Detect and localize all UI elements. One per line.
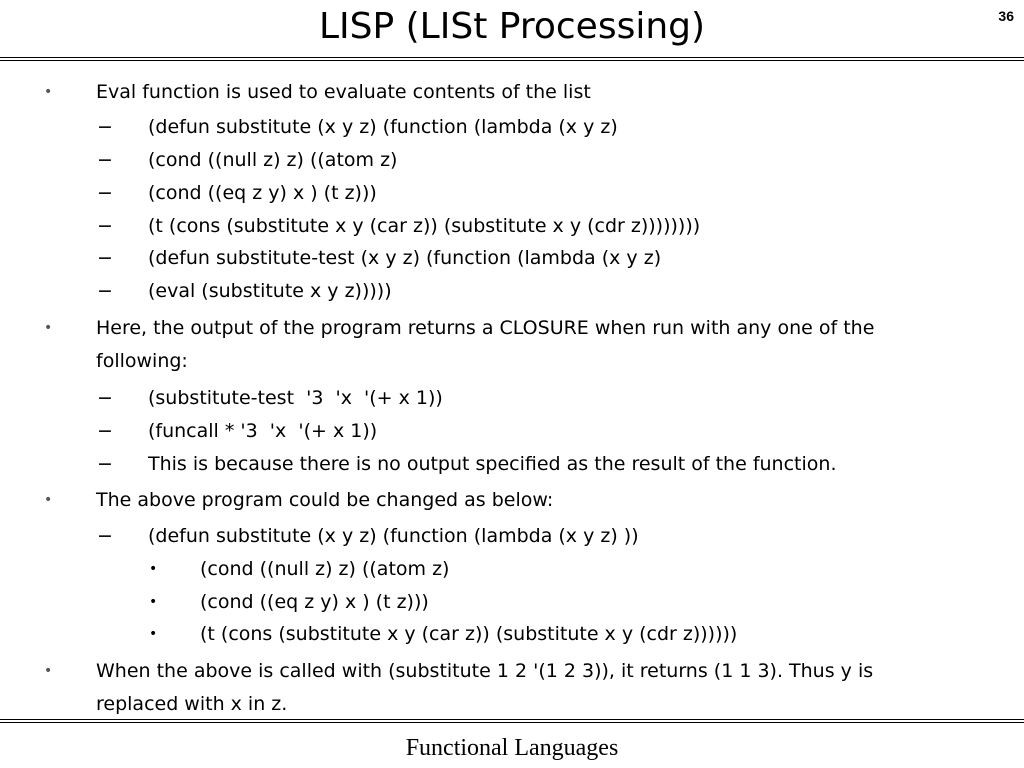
sub-sub-bullet-text: (cond ((null z) z) ((atom z) [200, 558, 450, 580]
bullet-marker: • [44, 492, 53, 508]
sub-bullet-text: (cond ((eq z y) x ) (t z))) [148, 182, 377, 204]
sub-bullet-text: (defun substitute (x y z) (function (lambda (x y z) [148, 116, 618, 138]
bullet-text: When the above is called with (substitute 1 2 '(1 2 3)), it returns (1 1 3). Thus y is [96, 660, 874, 682]
page-number: 36 [998, 8, 1014, 24]
sub-sub-bullet-text: (t (cons (substitute x y (car z)) (substitute x y (cdr z)))))) [200, 623, 738, 645]
bullet-text: Here, the output of the program returns a CLOSURE when run with any one of the [96, 317, 875, 339]
sub-bullet-marker: − [97, 215, 113, 237]
sub-bullet-marker: − [97, 280, 113, 302]
sub-sub-bullet-marker: • [149, 594, 158, 610]
sub-bullet-marker: − [97, 116, 113, 138]
bullet-text: The above program could be changed as below: [96, 489, 554, 511]
sub-bullet-marker: − [97, 182, 113, 204]
slide-footer: Functional Languages [405, 735, 619, 761]
sub-bullet-marker: − [97, 453, 113, 475]
sub-sub-bullet-text: (cond ((eq z y) x ) (t z))) [200, 591, 429, 613]
sub-bullet-text: (eval (substitute x y z))))) [148, 280, 392, 302]
sub-bullet-text: This is because there is no output specified as the result of the function. [148, 453, 837, 475]
sub-bullet-marker: − [97, 247, 113, 269]
footer-divider-1 [0, 719, 1024, 720]
bullet-text-continued: replaced with x in z. [96, 693, 288, 715]
bullet-marker: • [44, 84, 53, 100]
sub-bullet-text: (t (cons (substitute x y (car z)) (substitute x y (cdr z)))))))) [148, 215, 701, 237]
sub-bullet-text: (defun substitute-test (x y z) (function (lambda (x y z) [148, 247, 662, 269]
sub-bullet-marker: − [97, 420, 113, 442]
bullet-marker: • [44, 320, 53, 336]
sub-bullet-marker: − [97, 149, 113, 171]
sub-bullet-marker: − [97, 525, 113, 547]
footer-divider-2 [0, 722, 1024, 723]
bullet-text: Eval function is used to evaluate contents of the list [96, 81, 591, 103]
slide-title: LISP (LISt Processing) [318, 6, 706, 47]
sub-sub-bullet-marker: • [149, 561, 158, 577]
sub-bullet-text: (defun substitute (x y z) (function (lambda (x y z) )) [148, 525, 639, 547]
sub-bullet-text: (substitute-test '3 'x '(+ x 1)) [148, 387, 443, 409]
sub-sub-bullet-marker: • [149, 626, 158, 642]
bullet-marker: • [44, 663, 53, 679]
bullet-text-continued: following: [96, 350, 188, 372]
sub-bullet-marker: − [97, 387, 113, 409]
sub-bullet-text: (cond ((null z) z) ((atom z) [148, 149, 398, 171]
sub-bullet-text: (funcall * '3 'x '(+ x 1)) [148, 420, 378, 442]
